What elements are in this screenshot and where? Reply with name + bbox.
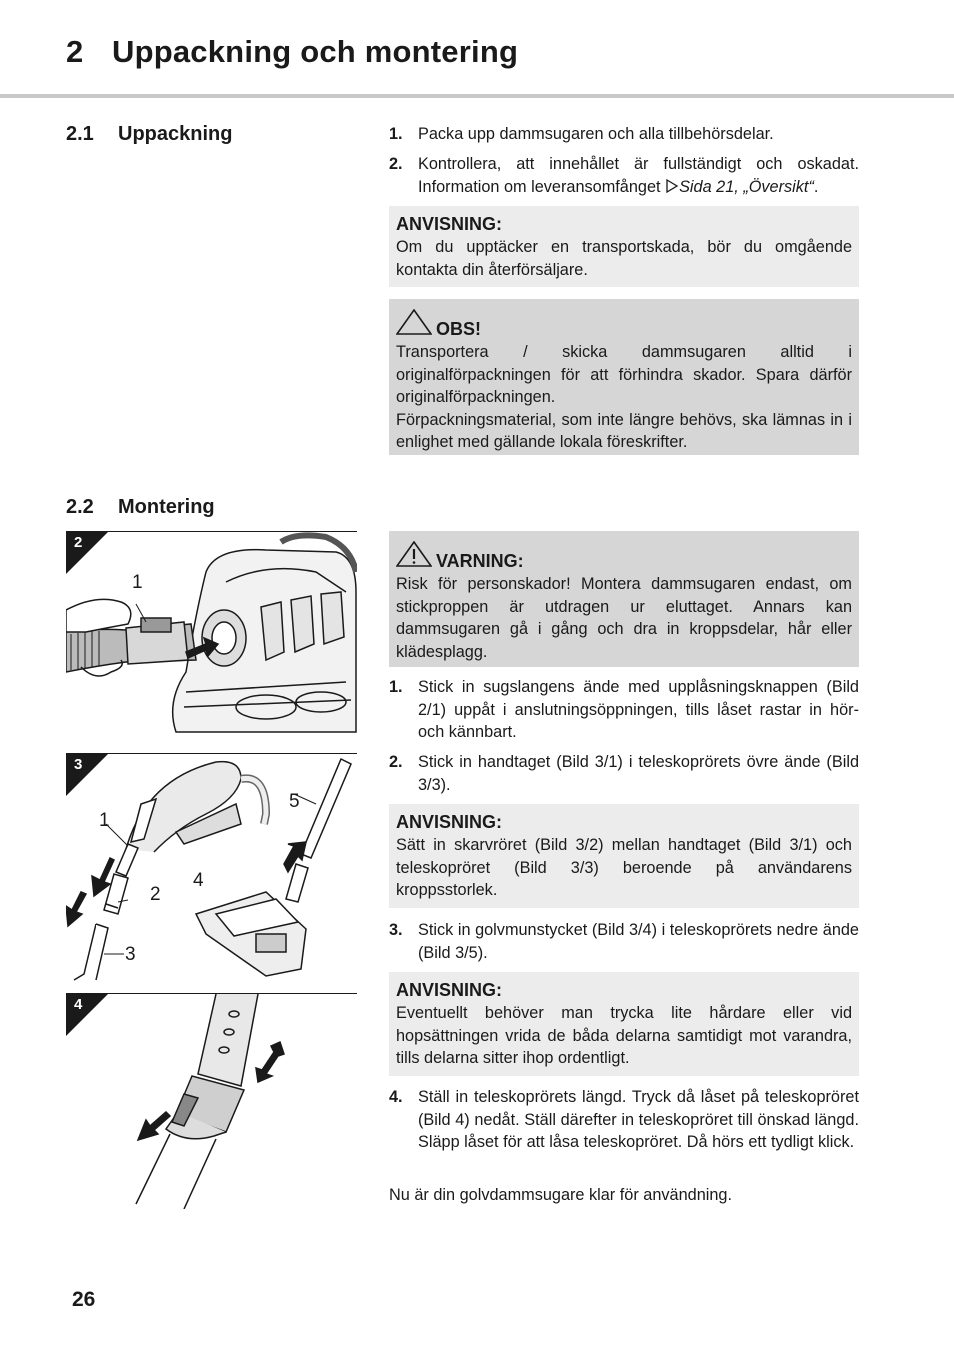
figure-callout: 2 [150, 884, 161, 905]
closing-text: Nu är din golvdammsugare klar för användning. [389, 1186, 732, 1204]
step-text: Kontrollera, att innehållet är fullständigt och oskadat. Information om leveransomfånget [418, 155, 859, 196]
figure-callout: 1 [132, 572, 143, 593]
figure-callout: 1 [99, 810, 110, 831]
unpack-step-2: 2. Kontrollera, att innehållet är fullständigt och oskadat. Information om leveransomfånget Sida 21, „Översikt“. [389, 155, 859, 196]
mount-step-4 [389, 1086, 859, 1154]
mount-step-3 [389, 919, 859, 964]
caution-text-1: Transportera / skicka dammsugaren alltid i originalförpackningen för att förhindra skador. Spara därför originalförpackningen. [396, 343, 852, 407]
caution-title: OBS! [436, 319, 481, 339]
caution-box-packaging [389, 299, 859, 455]
step-text: Stick in golvmunstycket (Bild 3/4) i teleskoprörets nedre ände (Bild 3/5). [418, 921, 859, 962]
step-text: Stick in sugslangens ände med upplåsningsknappen (Bild 2/1) uppåt i anslutningsöppningen, tills låset rastar in hör- och kännbart. [418, 678, 859, 742]
step-text: Ställ in teleskoprörets längd. Tryck då låset på teleskopröret (Bild 4) nedåt. Ställ därefter in teleskopröret till önskad längd. Släpp låset för att låsa teleskopröret. Då hörs ett tydligt klick. [418, 1088, 859, 1152]
warning-text: Risk för personskador! Montera dammsugaren endast, om stickproppen är utdragen ur eluttaget. Annars kan dammsugaren gå i gång och dra in kroppsdelar, hår eller klädesplagg. [396, 575, 852, 661]
figure-number: 2 [74, 534, 83, 551]
warning-title: VARNING: [436, 551, 524, 571]
figure-callout: 3 [125, 944, 136, 965]
note-title: ANVISNING: [396, 980, 503, 1000]
note-text: Sätt in skarvröret (Bild 3/2) mellan handtaget (Bild 3/1) och teleskopröret (Bild 3/3) beroende på användarens kroppsstorlek. [396, 836, 852, 900]
page-number: 26 [72, 1288, 96, 1311]
warning-triangle-icon [396, 309, 436, 341]
figure-2-hose-connection [66, 531, 357, 742]
chapter-number: 2 [66, 34, 84, 69]
note-text: Om du upptäcker en transportskada, bör du omgående kontakta din återförsäljare. [396, 238, 852, 279]
figure-callout: 4 [193, 870, 204, 891]
chapter-title [66, 34, 518, 70]
arrow-right-outline-icon [665, 178, 679, 196]
figure-number: 4 [74, 996, 83, 1013]
section-title: Montering [118, 496, 215, 518]
section-number: 2.2 [66, 496, 94, 518]
figure-tag [66, 994, 108, 1036]
step-number: 1. [389, 125, 403, 143]
figure-4-telescopic-lock [66, 993, 357, 1209]
note-box-extension-tube [389, 804, 859, 908]
step-number: 3. [389, 921, 403, 939]
note-text: Eventuellt behöver man trycka lite hårdare eller vid hopsättningen vrida de båda delarna samtidigt mot varandra, tills delarna sitter ihop ordentligt. [396, 1004, 852, 1068]
chapter-title-text: Uppackning och montering [112, 34, 519, 69]
figure-tag [66, 754, 108, 796]
step-text: Stick in handtaget (Bild 3/1) i teleskoprörets övre ände (Bild 3/3). [418, 753, 859, 794]
step-number: 2. [389, 753, 403, 771]
tube-assembly-illustration [66, 754, 357, 984]
caution-text-2: Förpackningsmaterial, som inte längre behövs, ska lämnas in i enlighet med gällande lokala föreskrifter. [396, 410, 852, 452]
cross-reference-link[interactable]: Sida 21, „Översikt“ [679, 177, 814, 196]
section-number: 2.1 [66, 123, 94, 145]
section-heading-unpacking [66, 123, 232, 146]
mount-step-2 [389, 751, 859, 796]
step-number: 1. [389, 678, 403, 696]
header-rule [0, 94, 954, 98]
figure-tag [66, 532, 108, 574]
section-title: Uppackning [118, 123, 233, 145]
vacuum-hose-illustration [66, 532, 357, 742]
note-box-transport-damage [389, 206, 859, 287]
note-box-assembly [389, 972, 859, 1076]
step-number: 4. [389, 1088, 403, 1106]
mount-step-1 [389, 676, 859, 744]
note-title: ANVISNING: [396, 214, 503, 234]
step-number: 2. [389, 155, 403, 173]
warning-triangle-icon [396, 541, 436, 573]
figure-callout: 5 [289, 791, 300, 812]
section-heading-mounting [66, 496, 215, 519]
warning-box-injury [389, 531, 859, 667]
note-title: ANVISNING: [396, 812, 503, 832]
step-text: Packa upp dammsugaren och alla tillbehörsdelar. [418, 125, 774, 143]
figure-number: 3 [74, 756, 83, 773]
unpack-step-1 [389, 123, 859, 146]
figure-3-handle-tube-nozzle [66, 753, 357, 984]
telescopic-tube-illustration [66, 994, 357, 1209]
